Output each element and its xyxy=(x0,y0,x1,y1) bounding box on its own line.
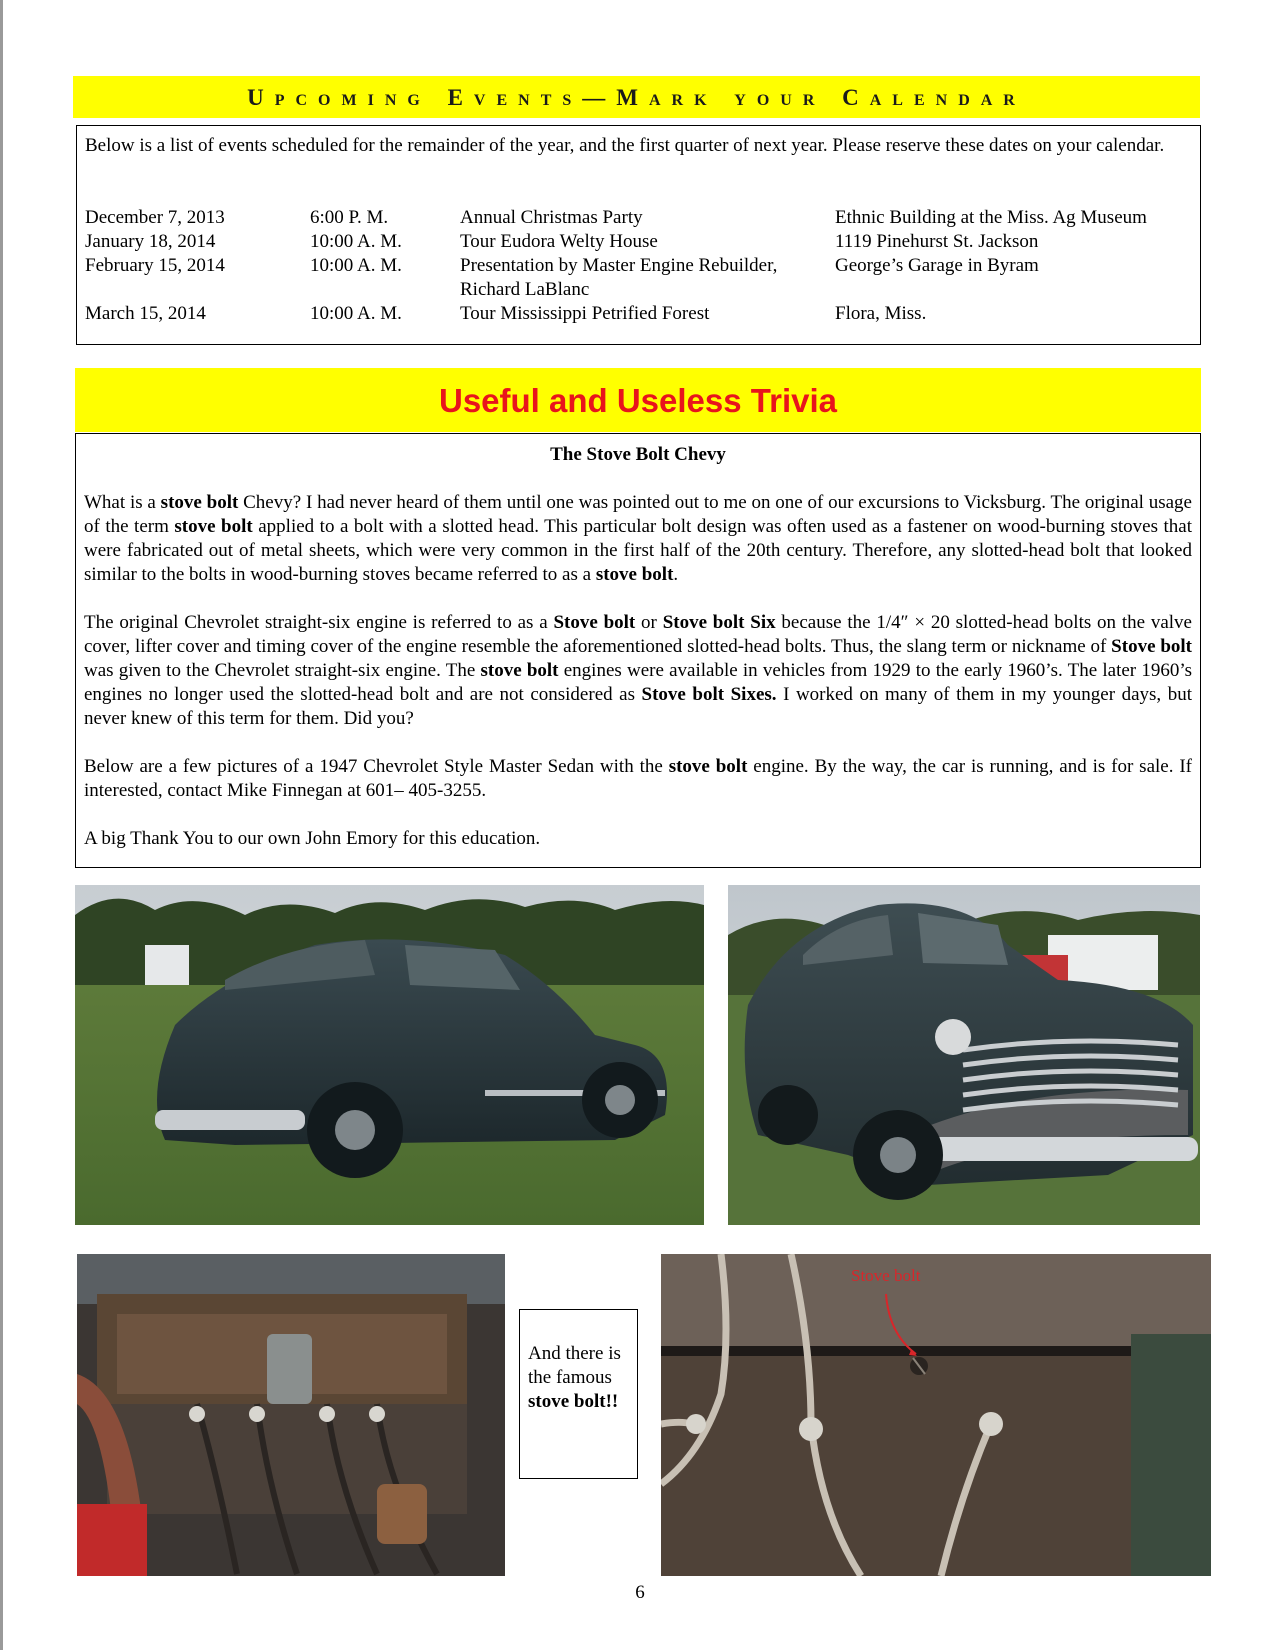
event-row xyxy=(85,302,1195,326)
event-location: Ethnic Building at the Miss. Ag Museum xyxy=(835,207,1147,228)
bold-term: Stove bolt Sixes. xyxy=(641,684,777,705)
bold-term: stove bolt xyxy=(160,492,239,513)
event-row xyxy=(85,230,1195,254)
bold-term: stove bolt xyxy=(595,564,674,585)
trivia-paragraph-1: What is a stove bolt Chevy? I had never heard of them until one was pointed out to me on one of our excursions to Vicksburg. The original usage of the term stove bolt applied to a bolt with a slotted head. This particular bolt design was often used as a fastener on wood-burning stoves that were fabricated out of metal sheets, which were very common in the first half of the 20th century. Therefore, any slotted-head bolt that looked similar to the bolts in wood-burning stoves became referred to as a stove bolt. xyxy=(84,492,1192,585)
event-date: December 7, 2013 xyxy=(85,207,225,228)
trivia-paragraph-3: Below are a few pictures of a 1947 Chevrolet Style Master Sedan with the stove bolt engine. By the way, the car is running, and is for sale. If interested, contact Mike Finnegan at 601– 405-3255. xyxy=(84,756,1192,801)
event-description: Presentation by Master Engine Rebuilder, Richard LaBlanc xyxy=(460,255,778,300)
event-date: February 15, 2014 xyxy=(85,255,225,276)
car-rear-photo xyxy=(75,885,704,1225)
events-box xyxy=(76,125,1201,345)
event-location: Flora, Miss. xyxy=(835,303,927,324)
bold-term: stove bolt xyxy=(668,756,748,777)
callout-text: And there is the famous xyxy=(528,1343,621,1388)
bold-term: Stove bolt xyxy=(1111,636,1192,657)
event-location: 1119 Pinehurst St. Jackson xyxy=(835,231,1039,252)
trivia-paragraph-2: The original Chevrolet straight-six engine is referred to as a Stove bolt or Stove bolt Six because the 1/4″ × 20 slotted-head bolts on the valve cover, lifter cover and timing cover of the engine resemble the aforementioned slotted-head bolts. Thus, the slang term or nickname of Stove bolt was given to the Chevrolet straight-six engine. The stove bolt engines were available in vehicles from 1929 to the early 1960’s. The later 1960’s engines no longer used the slotted-head bolt and are not considered as Stove bolt Sixes. I worked on many of them in my younger days, but never knew of this term for them. Did you? xyxy=(84,612,1192,729)
events-intro: Below is a list of events scheduled for the remainder of the year, and the first quarter of next year. Please reserve these dates on your calendar. xyxy=(85,135,1165,156)
event-location: George’s Garage in Byram xyxy=(835,255,1039,276)
bold-term: stove bolt xyxy=(480,660,559,681)
event-description: Annual Christmas Party xyxy=(460,207,643,228)
engine-bay-photo xyxy=(77,1254,505,1576)
bold-term: Stove bolt xyxy=(553,612,636,633)
trivia-paragraph-4: A big Thank You to our own John Emory for this education. xyxy=(84,828,541,849)
bold-term: stove bolt xyxy=(174,516,253,537)
bold-term: Stove bolt Six xyxy=(662,612,776,633)
event-row xyxy=(85,206,1195,230)
stove-bolt-label: Stove bolt xyxy=(851,1266,921,1285)
events-banner: Upcoming Events—Mark your Calendar xyxy=(73,76,1200,118)
event-time: 10:00 A. M. xyxy=(310,231,402,252)
trivia-banner: Useful and Useless Trivia xyxy=(75,368,1201,432)
trivia-title: The Stove Bolt Chevy xyxy=(550,444,726,465)
page-number: 6 xyxy=(635,1582,645,1603)
event-time: 10:00 A. M. xyxy=(310,255,402,276)
event-row xyxy=(85,254,1195,300)
event-date: January 18, 2014 xyxy=(85,231,216,252)
car-front-photo xyxy=(728,885,1200,1225)
event-description: Tour Eudora Welty House xyxy=(460,231,658,252)
page-edge xyxy=(0,0,3,1650)
stove-bolt-closeup-photo xyxy=(661,1254,1211,1576)
stove-bolt-callout xyxy=(519,1309,638,1479)
trivia-box xyxy=(75,433,1201,868)
event-date: March 15, 2014 xyxy=(85,303,206,324)
event-time: 10:00 A. M. xyxy=(310,303,402,324)
callout-bold: stove bolt!! xyxy=(528,1391,619,1412)
event-description: Tour Mississippi Petrified Forest xyxy=(460,303,710,324)
event-time: 6:00 P. M. xyxy=(310,207,389,228)
